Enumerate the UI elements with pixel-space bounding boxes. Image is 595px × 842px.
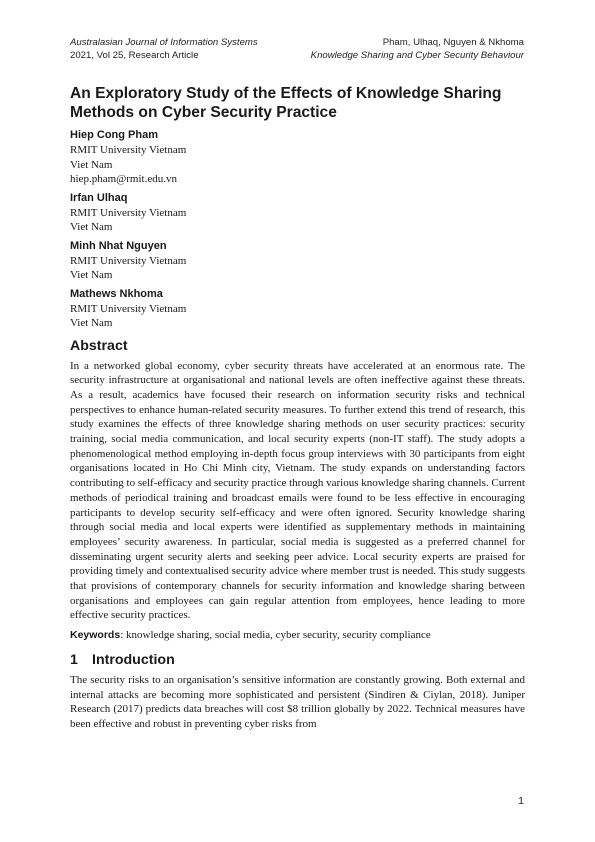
author-block bbox=[70, 239, 525, 283]
author-affiliation: RMIT University Vietnam bbox=[70, 302, 187, 315]
header-authors: Pham, Ulhaq, Nguyen & Nkhoma bbox=[382, 37, 524, 48]
author-block bbox=[70, 128, 525, 187]
author-country: Viet Nam bbox=[70, 221, 113, 233]
author-name: Irfan Ulhaq bbox=[70, 191, 128, 204]
author-affiliation: RMIT University Vietnam bbox=[70, 254, 187, 267]
author-name: Mathews Nkhoma bbox=[70, 287, 163, 300]
keywords-line bbox=[70, 628, 525, 643]
page-content bbox=[70, 84, 525, 732]
author-name: Hiep Cong Pham bbox=[70, 129, 159, 141]
author-name: Minh Nhat Nguyen bbox=[70, 239, 167, 252]
running-title: Knowledge Sharing and Cyber Security Behaviour bbox=[310, 50, 524, 61]
introduction-text: The security risks to an organisation’s sensitive information are constantly growing. Both external and internal attacks are becoming more sophisticated and persistent (Sindiren & Ciylan, 2018). Juniper Research (2017) predicts data breaches will cost $8 trillion globally by 2022. Technical measures have been effective and robust in preventing cyber risks from bbox=[70, 673, 525, 730]
author-block bbox=[70, 191, 525, 235]
volume-line: 2021, Vol 25, Research Article bbox=[70, 50, 199, 61]
abstract-text: In a networked global economy, cyber security threats have accelerated at an enormous rate. The security infrastructure at organisational and national levels are often ineffective against these threats. As a result, academics have focused their research on information security risks and technical perspectives to enhance human-related security measures. To further extend this trend of research, this study examines the effects of three knowledge sharing methods on user security practices: security training, social media communication, and local security experts (non-IT staff). The study adopts a phenomenological method employing in-depth focus group interviews with 30 participants from eight organisations located in Ho Chi Minh city, Vietnam. The study expands on understanding factors contributing to self-efficacy and security practice through various knowledge sharing channels. Current methods of periodical training and broadcast emails were found to be less effective in encouraging participants to develop security self-efficacy and were often ignored. Security knowledge sharing through social media and local experts were identified as supplementary methods in maintaining employees’ security awareness. In particular, social media is suggested as a preferred channel for disseminating urgent security alerts and seeking peer advice. Local security experts are praised for providing timely and contextualised security advice where member trust is needed. This study suggests that provisions of contemporary channels for security information and knowledge sharing between organisations and employees can gain regular attention from employees, hence leading to more effective security practices. bbox=[70, 359, 525, 622]
author-country: Viet Nam bbox=[70, 158, 113, 171]
running-header-right bbox=[311, 36, 524, 62]
running-header-left bbox=[70, 36, 258, 62]
author-country: Viet Nam bbox=[70, 317, 113, 329]
journal-name: Australasian Journal of Information Systems bbox=[70, 37, 258, 48]
section-title: Introduction bbox=[92, 651, 175, 668]
author-email[interactable]: hiep.pham@rmit.edu.vn bbox=[70, 173, 177, 185]
author-block bbox=[70, 287, 525, 331]
paper-title: An Exploratory Study of the Effects of Knowledge Sharing Methods on Cyber Security Practice bbox=[70, 85, 502, 121]
page-number: 1 bbox=[518, 795, 524, 807]
keywords-text: : knowledge sharing, social media, cyber security, security compliance bbox=[120, 629, 431, 642]
abstract-heading: Abstract bbox=[70, 337, 128, 354]
author-country: Viet Nam bbox=[70, 269, 113, 281]
author-affiliation: RMIT University Vietnam bbox=[70, 144, 187, 156]
section-number: 1 bbox=[70, 651, 78, 668]
author-affiliation: RMIT University Vietnam bbox=[70, 206, 187, 219]
introduction-heading bbox=[70, 651, 525, 669]
keywords-label: Keywords bbox=[70, 629, 121, 642]
